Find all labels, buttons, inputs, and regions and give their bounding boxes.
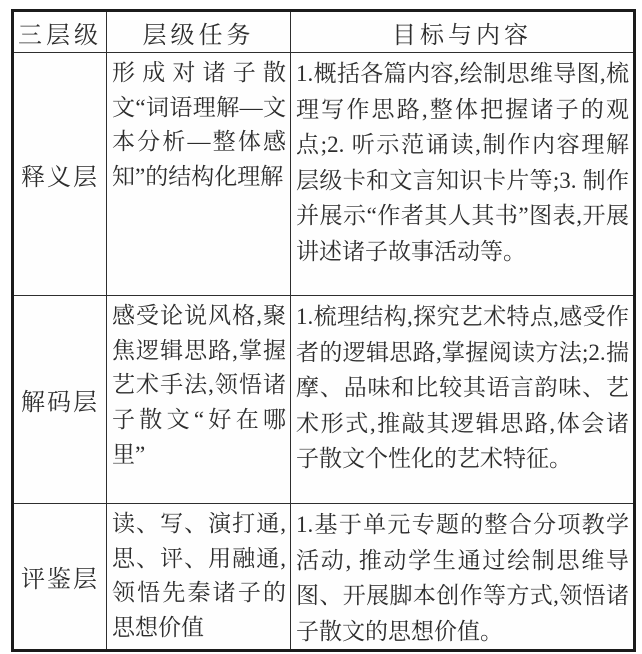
cell-task-jiema: 感受论说风格,聚焦逻辑思路,掌握艺术手法,领悟诸子散文“好在哪里” bbox=[107, 296, 291, 504]
cell-level-jiema: 解码层 bbox=[13, 296, 107, 504]
header-cell-goal: 目标与内容 bbox=[291, 11, 635, 53]
cell-level-pingjian: 评鉴层 bbox=[13, 504, 107, 651]
table-row-pingjian bbox=[13, 504, 635, 651]
table-header-row bbox=[13, 11, 635, 53]
cell-level-shiyi: 释义层 bbox=[13, 53, 107, 296]
cell-goal-shiyi: 1.概括各篇内容,绘制思维导图,梳理写作思路,整体把握诸子的观点;2. 听示范诵读,制作内容理解层级卡和文言知识卡片等;3. 制作并展示“作者其人其书”图表,开展讲述诸子故事活动等。 bbox=[291, 53, 635, 296]
levels-table bbox=[11, 9, 636, 652]
cell-task-shiyi: 形成对诸子散文“词语理解—文本分析—整体感知”的结构化理解 bbox=[107, 53, 291, 296]
cell-goal-jiema: 1.梳理结构,探究艺术特点,感受作者的逻辑思路,掌握阅读方法;2.揣摩、品味和比较其语言韵味、艺术形式,推敲其逻辑思路,体会诸子散文个性化的艺术特征。 bbox=[291, 296, 635, 504]
cell-task-pingjian: 读、写、演打通,思、评、用融通,领悟先秦诸子的思想价值 bbox=[107, 504, 291, 651]
header-cell-level: 三层级 bbox=[13, 11, 107, 53]
table-row-shiyi bbox=[13, 53, 635, 296]
table-row-jiema bbox=[13, 296, 635, 504]
header-cell-task: 层级任务 bbox=[107, 11, 291, 53]
cell-goal-pingjian: 1.基于单元专题的整合分项教学活动, 推动学生通过绘制思维导图、开展脚本创作等方式,领悟诸子散文的思想价值。 bbox=[291, 504, 635, 651]
